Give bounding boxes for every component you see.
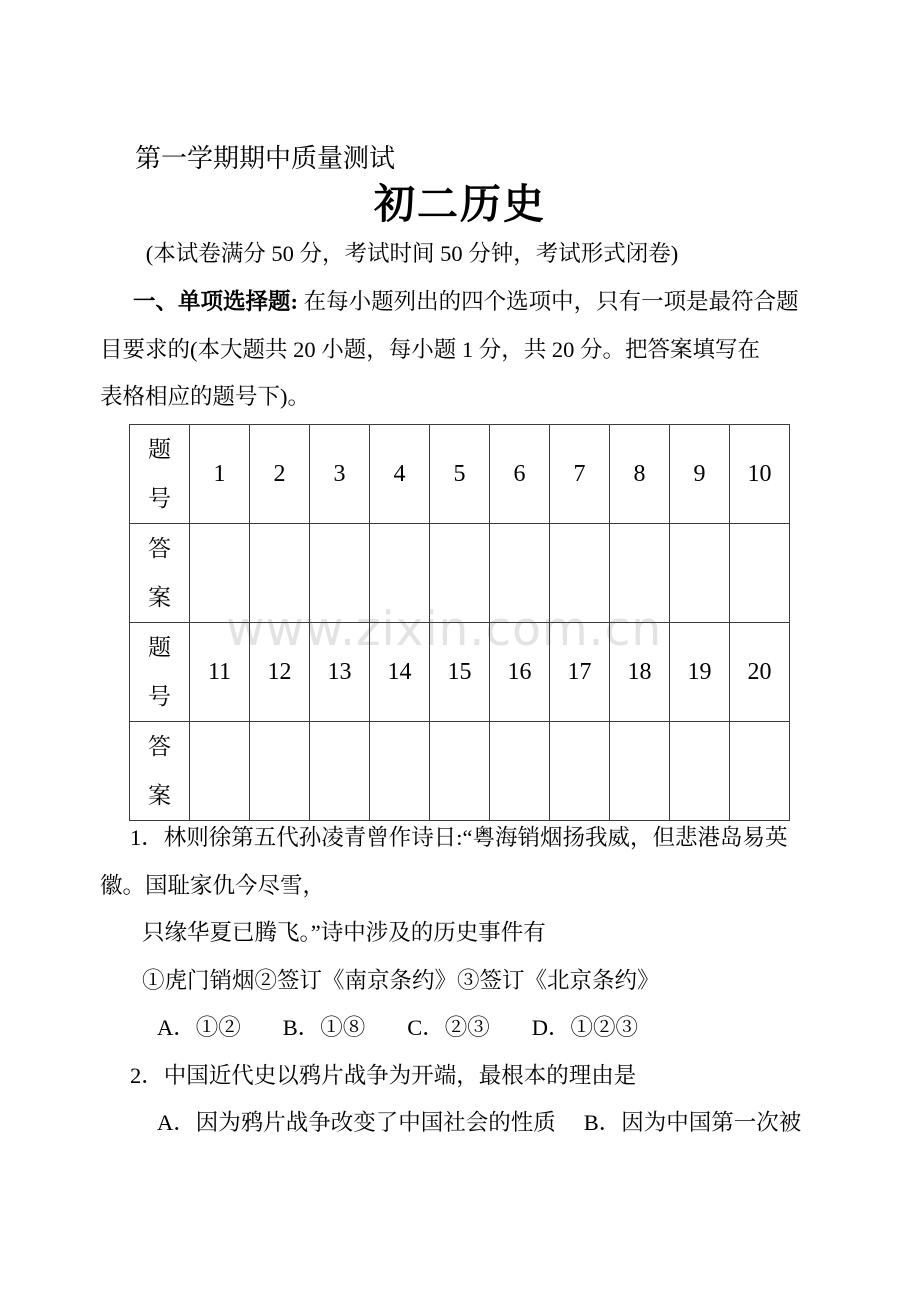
question-number-cell: 13: [310, 623, 370, 722]
question-number-cell: 14: [370, 623, 430, 722]
option-label: B．因为中国第一次被: [583, 1110, 802, 1135]
answer-cell: [670, 524, 730, 623]
answer-cell: [490, 524, 550, 623]
section-heading-line-2: 目要求的(本大题共 20 小题，每小题 1 分，共 20 分。把答案填写在: [100, 336, 760, 362]
answer-cell: [730, 722, 790, 821]
question-2-options: [100, 1099, 820, 1147]
answer-cell: [550, 524, 610, 623]
question-list: [100, 814, 820, 1147]
answer-cell: [730, 524, 790, 623]
option-label: C．②③: [407, 1015, 490, 1040]
question-number-cell: 5: [430, 425, 490, 524]
row-header-cell: [130, 623, 190, 722]
option-label: B．①⑧: [282, 1015, 366, 1040]
answer-cell: [370, 722, 430, 821]
answer-cell: [670, 722, 730, 821]
row-header-cell: [130, 425, 190, 524]
question-1-choices-list: ①虎门销烟②签订《南京条约》③签订《北京条约》: [142, 967, 660, 993]
question-number-cell: 7: [550, 425, 610, 524]
question-1-line-2: 徽。国耻家仇今尽雪，: [100, 872, 326, 898]
question-number-cell: 1: [190, 425, 250, 524]
answer-cell: [490, 722, 550, 821]
answer-cell: [430, 524, 490, 623]
answer-cell: [370, 524, 430, 623]
question-number-cell: 20: [730, 623, 790, 722]
section-heading-label: 一、单项选择题:: [133, 289, 298, 314]
question-number-cell: 8: [610, 425, 670, 524]
answer-sheet-table: [129, 424, 790, 821]
question-number-cell: 4: [370, 425, 430, 524]
question-number-cell: 11: [190, 623, 250, 722]
question-2-line-1: 2．中国近代史以鸦片战争为开端，最根本的理由是: [130, 1062, 637, 1088]
answer-cell: [610, 722, 670, 821]
answer-cell: [250, 524, 310, 623]
section-heading-text: 在每小题列出的四个选项中，只有一项是最符合题: [298, 289, 799, 314]
section-instructions: [100, 278, 806, 421]
question-number-cell: 10: [730, 425, 790, 524]
option-label: A．①②: [157, 1015, 241, 1040]
row-header-label: 答案: [148, 734, 171, 808]
exam-title: 初二历史: [374, 181, 546, 227]
table-row-question-numbers-1: [130, 425, 790, 524]
row-header-label: 题号: [148, 437, 171, 511]
answer-cell: [310, 722, 370, 821]
answer-sheet: [129, 424, 790, 821]
row-header-label: 题号: [148, 635, 171, 709]
answer-cell: [430, 722, 490, 821]
answer-cell: [190, 722, 250, 821]
question-number-cell: 6: [490, 425, 550, 524]
question-1-line-3: 只缘华夏已腾飞。”诗中涉及的历史事件有: [142, 920, 546, 945]
answer-cell: [310, 524, 370, 623]
question-number-cell: 16: [490, 623, 550, 722]
question-number-cell: 18: [610, 623, 670, 722]
question-number-cell: 3: [310, 425, 370, 524]
answer-cell: [190, 524, 250, 623]
term-header: 第一学期期中质量测试: [135, 144, 396, 173]
answer-cell: [610, 524, 670, 623]
answer-cell: [550, 722, 610, 821]
section-heading-line-3: 表格相应的题号下)。: [100, 384, 310, 409]
question-number-cell: 12: [250, 623, 310, 722]
answer-cell: [250, 722, 310, 821]
question-number-cell: 19: [670, 623, 730, 722]
question-number-cell: 2: [250, 425, 310, 524]
option-label: A．因为鸦片战争改变了中国社会的性质: [157, 1110, 556, 1135]
question-number-cell: 9: [670, 425, 730, 524]
section-heading-line-1: [100, 278, 806, 326]
watermark: www.zixin.com.cn: [226, 602, 663, 657]
table-row-answers-1: [130, 524, 790, 623]
row-header-cell: [130, 524, 190, 623]
exam-info: (本试卷满分 50 分，考试时间 50 分钟，考试形式闭卷): [145, 241, 679, 266]
table-row-question-numbers-2: [130, 623, 790, 722]
question-number-cell: 15: [430, 623, 490, 722]
question-1-options: [100, 1004, 820, 1052]
table-row-answers-2: [130, 722, 790, 821]
row-header-label: 答案: [148, 536, 171, 610]
row-header-cell: [130, 722, 190, 821]
option-label: D．①②③: [531, 1015, 639, 1040]
question-number-cell: 17: [550, 623, 610, 722]
question-1-line-1: 1．林则徐第五代孙凌青曾作诗日:“粤海销烟扬我威，但悲港岛易英: [130, 825, 788, 850]
